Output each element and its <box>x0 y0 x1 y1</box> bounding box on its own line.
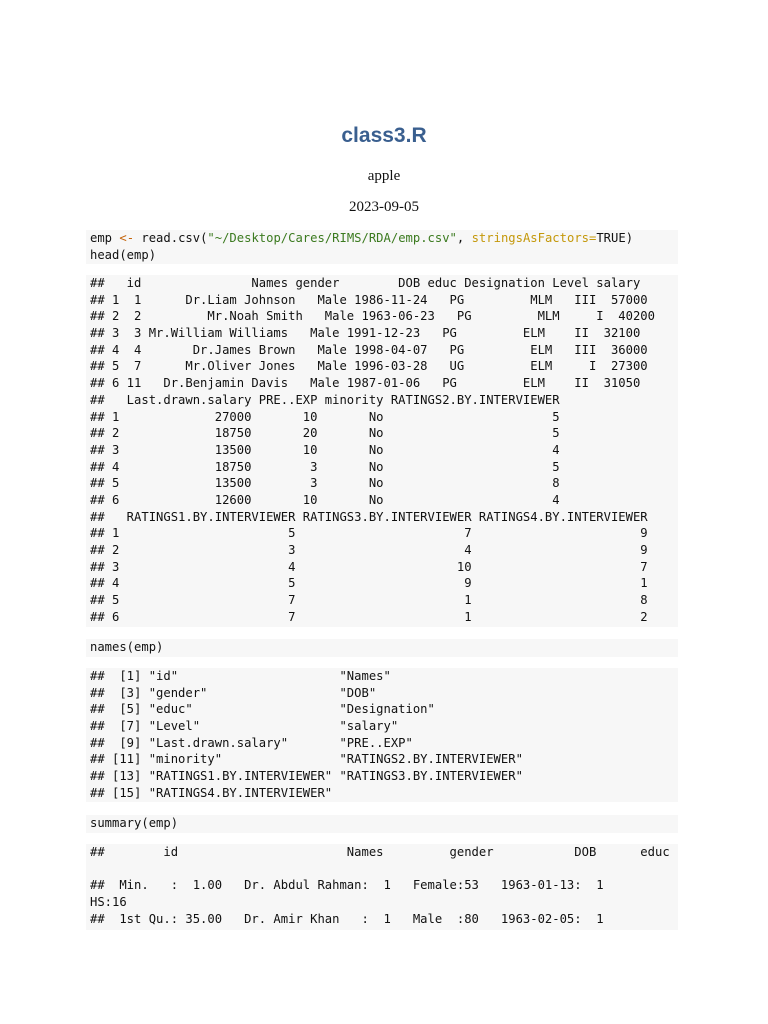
output-line: ## [13] "RATINGS1.BY.INTERVIEWER" "RATINGS3.BY.INTERVIEWER" <box>90 769 523 784</box>
output-line: ## 2 2 Mr.Noah Smith Male 1963-06-23 PG MLM I 40200 <box>90 309 655 324</box>
output-line: ## 1 1 Dr.Liam Johnson Male 1986-11-24 PG MLM III 57000 <box>90 292 648 307</box>
output-line: ## 5 7 Mr.Oliver Jones Male 1996-03-28 UG ELM I 27300 <box>90 359 648 374</box>
output-line: ## 3 3 Mr.William Williams Male 1991-12-23 PG ELM II 32100 <box>90 326 641 341</box>
output-line: ## [1] "id" "Names" <box>90 669 391 683</box>
code-token-assign: <- <box>119 231 135 245</box>
output-line <box>90 861 674 878</box>
code-token-separator: , <box>456 231 472 245</box>
output-line: ## id Names gender DOB educ Designation Level salary <box>90 276 641 290</box>
output-line: ## Min. : 1.00 Dr. Abdul Rahman: 1 Female:53 1963-01-13: 1 <box>90 878 604 893</box>
code-token-call: read.csv( <box>134 231 208 245</box>
output-line: ## [15] "RATINGS4.BY.INTERVIEWER" <box>90 785 333 800</box>
output-line: ## [5] "educ" "Designation" <box>90 702 435 717</box>
output-block-head <box>86 275 678 627</box>
code-token-variable: emp <box>90 231 120 245</box>
document-date: 2023-09-05 <box>349 199 419 215</box>
code-token-argument: stringsAsFactors= <box>471 231 597 245</box>
output-line: ## 5 13500 3 No 8 <box>90 476 560 491</box>
output-line: ## 1 27000 10 No 5 <box>90 409 560 424</box>
output-line: ## RATINGS1.BY.INTERVIEWER RATINGS3.BY.INTERVIEWER RATINGS4.BY.INTERVIEWER <box>90 509 648 524</box>
output-line: ## id Names gender DOB educ <box>90 845 670 859</box>
output-line: ## 6 12600 10 No 4 <box>90 492 560 507</box>
output-block-summary <box>86 844 678 930</box>
output-line: ## Last.drawn.salary PRE..EXP minority RATINGS2.BY.INTERVIEWER <box>90 392 560 407</box>
output-line: ## 6 7 1 2 <box>90 609 648 624</box>
output-block-names <box>86 668 678 802</box>
output-line: ## 4 4 Dr.James Brown Male 1998-04-07 PG ELM III 36000 <box>90 342 648 357</box>
code-token-string: "~/Desktop/Cares/RIMS/RDA/emp.csv" <box>207 231 457 245</box>
code-line-summary: summary(emp) <box>90 816 179 830</box>
output-line: ## [7] "Level" "salary" <box>90 719 399 734</box>
output-line: ## 6 11 Dr.Benjamin Davis Male 1987-01-06 PG ELM II 31050 <box>90 376 641 391</box>
output-line: ## 4 18750 3 No 5 <box>90 459 560 474</box>
document-title: class3.R <box>341 124 427 147</box>
output-line: ## [3] "gender" "DOB" <box>90 685 377 700</box>
code-line-read-csv <box>90 230 674 247</box>
output-line: ## 3 13500 10 No 4 <box>90 442 560 457</box>
source-code-block-read-csv <box>86 230 678 264</box>
source-code-block-names <box>86 639 678 657</box>
code-line-head: head(emp) <box>90 247 157 262</box>
code-token-value: TRUE) <box>596 231 634 245</box>
output-line: HS:16 <box>90 895 127 910</box>
output-line: ## 1 5 7 9 <box>90 526 648 541</box>
output-line: ## 3 4 10 7 <box>90 559 648 574</box>
output-line: ## 2 18750 20 No 5 <box>90 426 560 441</box>
source-code-block-summary <box>86 815 678 833</box>
document-author: apple <box>367 168 401 184</box>
output-line: ## 4 5 9 1 <box>90 576 648 591</box>
output-line: ## [9] "Last.drawn.salary" "PRE..EXP" <box>90 735 413 750</box>
output-line: ## 2 3 4 9 <box>90 543 648 557</box>
output-line: ## 5 7 1 8 <box>90 593 648 608</box>
output-line: ## 1st Qu.: 35.00 Dr. Amir Khan : 1 Male :80 1963-02-05: 1 <box>90 911 604 926</box>
code-line-names: names(emp) <box>90 640 164 654</box>
output-line: ## [11] "minority" "RATINGS2.BY.INTERVIEWER" <box>90 752 523 767</box>
